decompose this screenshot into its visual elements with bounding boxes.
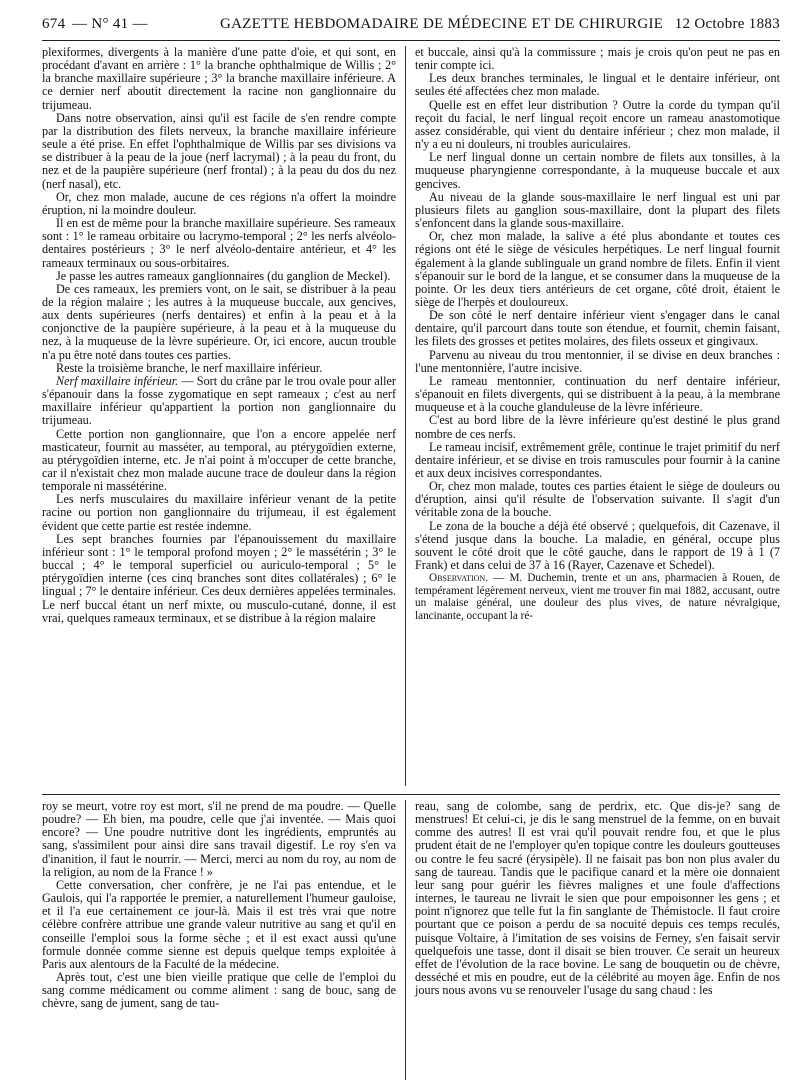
column-divider-upper: [405, 46, 406, 786]
paragraph-text: Or, chez mon malade, aucune de ces régions n'a offert la moindre éruption, ni la moindre douleur.: [42, 189, 396, 217]
paragraph: [415, 349, 780, 375]
paragraph-lead: Observation.: [429, 572, 488, 585]
paragraph-text: Les deux branches terminales, le lingual et le dentaire inférieur, ont seules été affectées chez mon malade.: [415, 71, 780, 99]
paragraph-text: Les sept branches fournies par l'épanouissement du maxillaire inférieur sont : 1° le temporal profond moyen ; 2° le massétérin ; 3° le buccal ; 4° le temporal superficiel ou auriculo-temporal ; 5° le ptérygoïdien interne (ces cinq branches sont dites collatérales) ; 6° le lingual ; 7° le dentaire inférieur. Ces deux dernières appelées terminales. Le nerf buccal étant un nerf mixte, ou musculo-cutané, donne, il est vrai, quelques rameaux terminaux, et se distribue à la région malaire: [42, 531, 396, 625]
paragraph-text: Quelle est en effet leur distribution ? Outre la corde du tympan qu'il reçoit du facial, le nerf lingual reçoit encore un rameau anastomotique assez considérable, qui vient du dentaire inférieur ; chez mon malade, il n'y a eu ni douleurs, ni troubles auriculaires.: [415, 97, 780, 152]
column-upper-right: [415, 46, 780, 623]
column-lower-right: [415, 800, 780, 997]
paragraph-text: Or, chez mon malade, la salive a été plus abondante et toutes ces régions ont été le siège de vésicules herpétiques. Le nerf lingual fournit également à la glande sublinguale un grand nombre de filets. Enfin il vient s'épanouir sur le bord de la langue, et se consumer dans la muqueuse de la pointe. Or les deux tiers antérieurs de cet organe, côté droit, étaient le siège de l'herpès et douloureux.: [415, 229, 780, 309]
paragraph-text: Reste la troisième branche, le nerf maxillaire inférieur.: [56, 360, 323, 375]
paragraph-text: Parvenu au niveau du trou mentonnier, il se divise en deux branches : l'une mentonnière, l'autre incisive.: [415, 347, 780, 375]
paragraph: [415, 46, 780, 72]
paragraph: [415, 230, 780, 309]
issue-number: — N° 41 —: [72, 16, 148, 32]
paragraph: [415, 99, 780, 152]
paragraph: [42, 217, 396, 270]
paragraph-text: Cette conversation, cher confrère, je ne l'ai pas entendue, et le Gaulois, qui l'a rapportée le premier, a naturellement l'humeur gauloise, et il l'a eue certainement ce jour-là. Mais il est très vrai que notre célèbre confrère attribue une grande valeur nutritive au sang et qu'il en conseille l'emploi sous la forme sèche ; et il est exact aussi qu'une formule donnée comme sienne est depuis quelque temps exploitée à Paris aux alentours de la Faculté de la médecine.: [42, 877, 396, 971]
paragraph: [42, 283, 396, 362]
paragraph: [42, 191, 396, 217]
column-divider-lower: [405, 800, 406, 1080]
paragraph: [415, 800, 780, 997]
paragraph-text: Le rameau incisif, extrêmement grêle, continue le trajet primitif du nerf dentaire inférieur, et se divise en trois ramuscules pour fournir à la canine et aux deux incisives correspondantes.: [415, 439, 780, 480]
column-upper-left: [42, 46, 396, 625]
journal-title: GAZETTE HEBDOMADAIRE DE MÉDECINE ET DE CHIRURGIE: [220, 16, 664, 32]
paragraph-text: Le rameau mentonnier, continuation du nerf dentaire inférieur, s'épanouit en filets divergents, qui se distribuent à la peau, à la membrane muqueuse et à la couche glanduleuse de la lèvre inférieure.: [415, 373, 780, 415]
paragraph: [42, 533, 396, 625]
paragraph: [42, 493, 396, 532]
paragraph: [415, 414, 780, 440]
paragraph: [415, 72, 780, 98]
paragraph: [42, 800, 396, 879]
paragraph: [415, 151, 780, 190]
paragraph: [415, 191, 780, 230]
paragraph-text: Après tout, c'est une bien vieille pratique que celle de l'emploi du sang comme médicament ou comme aliment : sang de bouc, sang de chèvre, sang de jument, sang de tau-: [42, 970, 396, 1011]
paragraph-text: plexiformes, divergents à la manière d'une patte d'oie, et qui sont, en procédant d'avant en arrière : 1° la branche ophthalmique de Willis ; 2° la branche maxillaire supérieure ; 3° la branche maxillaire inférieure. A ce dernier nerf aboutit directement la racine non ganglionnaire du trijumeau.: [42, 45, 396, 112]
paragraph-text: De son côté le nerf dentaire inférieur vient s'engager dans le canal dentaire, qu'il parcourt dans toute son étendue, et fournit, chemin faisant, les filets des grosses et petites molaires, des filets osseux et gingivaux.: [415, 308, 780, 349]
paragraph: [415, 572, 780, 622]
paragraph-text: Cette portion non ganglionnaire, que l'on a encore appelée nerf masticateur, fournit au masséter, au temporal, au ptérygoïdien externe, au ptérygoïdien interne, etc. Je n'ai point à m'occuper de cette branche, car il n'existait chez mon malade aucune trace de douleur dans la région temporale ni massétérine.: [42, 426, 396, 494]
paragraph: [42, 879, 396, 971]
paragraph-text: Il en est de même pour la branche maxillaire supérieure. Ses rameaux sont : 1° le rameau orbitaire ou lacrymo-temporal ; 2° les nerfs alvéolo-dentaires postérieurs ; 3° le nerf alvéolo-dentaire antérieur, et 4° les rameaux terminaux ou sous-orbitaires.: [42, 216, 396, 270]
page-header: [42, 12, 780, 38]
paragraph: [415, 441, 780, 480]
paragraph-text: — Sort du crâne par le trou ovale pour aller s'épanouir dans la fosse zygomatique en sept rameaux ; c'est au nerf maxillaire inférieur qu'appartient la portion non ganglionnaire du trijumeau.: [42, 373, 396, 428]
issue-date: 12 Octobre 1883: [674, 16, 780, 32]
paragraph-text: Dans notre observation, ainsi qu'il est facile de s'en rendre compte par la distribution des filets nerveux, la branche maxillaire inférieure seule a été prise. En effet l'ophthalmique de Willis par ses divisions va se distribuer à la peau de la joue (nerf lacrymal) ; à la peau du front, du nez et de la paupière supérieure (nerf frontal) ; à la peau du dos du nez (nerf nasal), etc.: [42, 110, 396, 191]
paragraph-text: roy se meurt, votre roy est mort, s'il ne prend de ma poudre. — Quelle poudre? — Eh bien, ma poudre, celle que j'ai inventée. — Mais quoi encore? — Une poudre nutritive dont les ingrédients, empruntés au sang, s'assimilent pour ainsi dire sans travail digestif. Le roy s'en va d'inanition, il faut le nourrir. — Merci, merci au nom du roy, au nom de la religion, au nom de la France ! »: [42, 799, 396, 879]
paragraph: [415, 375, 780, 414]
paragraph-text: Je passe les autres rameaux ganglionnaires (du ganglion de Meckel).: [56, 268, 391, 283]
paragraph-text: Les nerfs musculaires du maxillaire inférieur venant de la petite racine ou portion non ganglionnaire du trijumeau, il est également évident que cette partie est restée indemne.: [42, 492, 396, 533]
paragraph-text: C'est au bord libre de la lèvre inférieure qu'est destiné le plus grand nombre de ces nerfs.: [415, 413, 780, 441]
column-lower-left: [42, 800, 396, 1011]
paragraph-text: reau, sang de colombe, sang de perdrix, etc. Que dis-je? sang de menstrues! Et celui-ci, je dis le sang menstruel de la femme, on en buvait comme des autres! Il est vrai qu'il pouvait rendre fou, et que le plus prudent était de ne l'employer qu'en topique contre les douleurs goutteuses ou contre le feu sacré (érysipèle). Il ne faisait pas bon non plus avaler du sang de taureau. Tandis que le pacifique canard et la mère oie donnaient leur sang pour guérir les fièvres malignes et une foule d'affections internes, le taureau ne livrait le sien que pour empoisonner les gens ; et point n'ignorez que telle fut la fin sanglante de Thémistocle. Il faut croire pourtant que ce poison a perdu de sa nocuité depuis ces temps reculés, puisque Voltaire, à l'imitation de ses voisins de Ferney, s'en faisait servir quelquefois une tasse, dont il disait se bien trouver. Ce serait un heureux effet de l'évolution de la race bovine. Le sang de bouquetin ou de chèvre, desséché et mis en poudre, eut de la célébrité au moyen âge. Enfin de nos jours nous avons vu se renouveler l'usage du sang chaud : les: [415, 799, 780, 998]
paragraph-text: et buccale, ainsi qu'à la commissure ; mais je crois qu'on peut ne pas en tenir compte ici.: [415, 45, 780, 73]
paragraph-text: Le zona de la bouche a déjà été observé ; quelquefois, dit Cazenave, il s'étend jusque dans la bouche. La maladie, en général, occupe plus souvent le côté droit que le côté gauche, dans le rapport de 19 à 1 (7 Frank) et dans celui de 37 à 16 (Rayer, Cazenave et Schedel).: [415, 518, 780, 573]
header-rule: [42, 40, 780, 41]
paragraph-text: Le nerf lingual donne un certain nombre de filets aux tonsilles, à la muqueuse pharyngienne correspondante, à la muqueuse buccale et aux gencives.: [415, 150, 780, 191]
paragraph-text: — M. Duchemin, trente et un ans, pharmacien à Rouen, de tempérament légèrement nerveux, vient me trouver fin mai 1882, accusant, outre un malaise général, une douleur des plus vives, de nature névralgique, lancinante, occupant la ré-: [415, 572, 780, 623]
paragraph: [415, 480, 780, 519]
paragraph-lead: Nerf maxillaire inférieur.: [56, 373, 179, 388]
paragraph: [42, 112, 396, 191]
paragraph: [415, 309, 780, 348]
paragraph-text: De ces rameaux, les premiers vont, on le sait, se distribuer à la peau de la région malaire ; les autres à la muqueuse buccale, aux gencives, aux dents supérieures (nerfs dentaires) et enfin à la peau et à la conjonctive de la paupière supérieure, à la peau et à la muqueuse du nez, à la muqueuse de la lèvre supérieure. Or, ici encore, aucun trouble n'a pu être noté dans toutes ces parties.: [42, 281, 396, 362]
paragraph-text: Au niveau de la glande sous-maxillaire le nerf lingual est uni par plusieurs filets au ganglion sous-maxillaire, dont la plupart des filets s'enfoncent dans la glande sous-maxillaire.: [415, 189, 780, 231]
paragraph: [42, 375, 396, 428]
paragraph: [415, 520, 780, 573]
page-number: 674: [42, 16, 66, 32]
paragraph: [42, 428, 396, 494]
section-rule: [42, 794, 780, 795]
paragraph-text: Or, chez mon malade, toutes ces parties étaient le siège de douleurs ou d'éruption, ainsi qu'il résulte de l'observation suivante. Il s'agit d'un véritable zona de la bouche.: [415, 479, 780, 520]
paragraph: [42, 971, 396, 1010]
paragraph: [42, 46, 396, 112]
